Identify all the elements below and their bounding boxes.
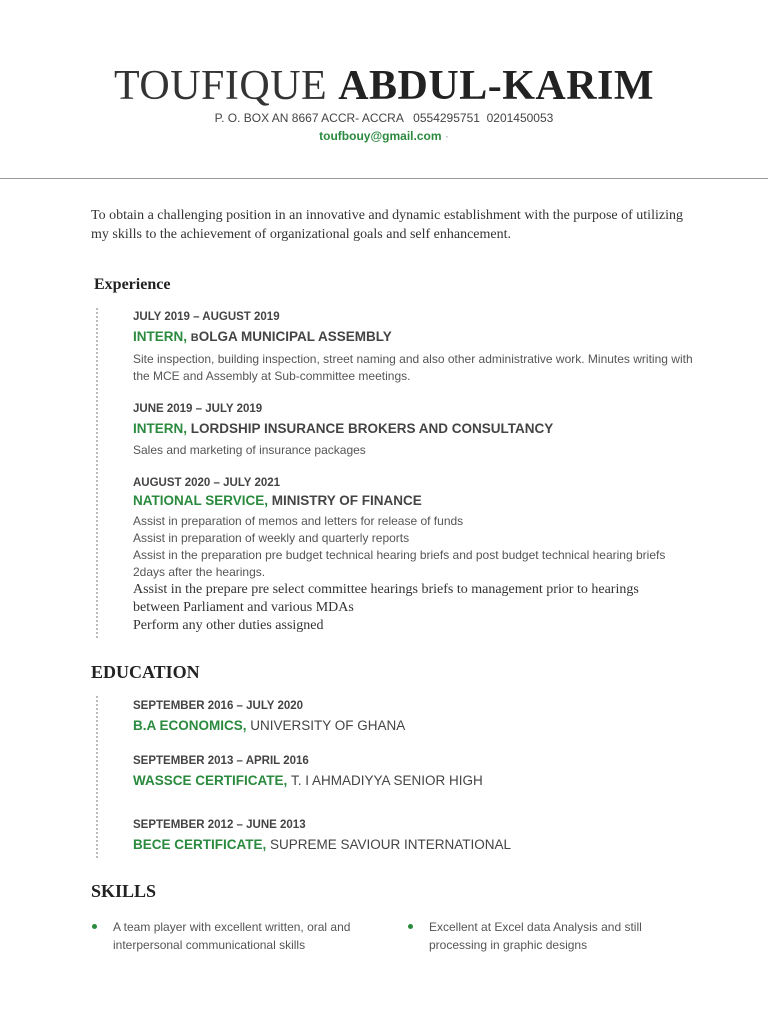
entry-date: AUGUST 2020 – JULY 2021 — [133, 477, 281, 489]
education-timeline — [96, 696, 98, 858]
candidate-name — [0, 62, 768, 110]
role-title: INTERN, — [133, 329, 191, 344]
education-entry — [133, 817, 693, 855]
entry-description: Assist in preparation of memos and letters for release of funds — [133, 514, 464, 528]
entry-description: Perform any other duties assigned — [133, 618, 324, 633]
org-name: MINISTRY OF FINANCE — [271, 493, 422, 508]
entry-date: JUNE 2019 – JULY 2019 — [133, 403, 263, 415]
header-divider — [0, 178, 768, 179]
skill-text: A team player with excellent written, oral and interpersonal communicational skills — [113, 920, 351, 952]
role-title: INTERN, — [133, 421, 191, 436]
address-phone: P. O. BOX AN 8667 ACCR- ACCRA 0554295751 0201450053 — [214, 111, 554, 125]
org-name: OLGA MUNICIPAL ASSEMBLY — [198, 329, 392, 344]
entry-role — [133, 419, 693, 439]
entry-degree — [133, 771, 693, 791]
skill-text: Excellent at Excel data Analysis and still processing in graphic designs — [429, 920, 642, 952]
experience-timeline — [96, 308, 98, 638]
education-heading: EDUCATION — [91, 662, 200, 682]
role-title: NATIONAL SERVICE, — [133, 493, 272, 508]
entry-description: Site inspection, building inspection, street naming and also other administrative work. Minutes writing with the MCE and Assembly at Sub-committee meetings. — [133, 352, 693, 383]
school-name: UNIVERSITY OF GHANA — [250, 718, 406, 733]
entry-degree — [133, 835, 693, 855]
skills-heading: SKILLS — [91, 881, 157, 901]
experience-entry — [133, 309, 693, 385]
email-link[interactable]: toufbouy@gmail.com — [319, 129, 442, 143]
entry-description: Sales and marketing of insurance packages — [133, 443, 366, 457]
entry-role — [133, 491, 693, 511]
entry-role — [133, 327, 693, 348]
degree-title: B.A ECONOMICS, — [133, 718, 251, 733]
entry-description: Assist in preparation of weekly and quarterly reports — [133, 531, 410, 545]
entry-description: Assist in the preparation pre budget technical hearing briefs and post budget technical hearing briefs 2days after the hearings. — [133, 548, 666, 579]
degree-title: WASSCE CERTIFICATE, — [133, 773, 292, 788]
skill-item — [90, 918, 373, 954]
org-name: LORDSHIP INSURANCE BROKERS AND CONSULTANCY — [190, 421, 554, 436]
entry-description: Assist in the prepare pre select committee hearings briefs to management prior to hearings between Parliament and various MDAs — [133, 582, 639, 615]
education-entry — [133, 753, 693, 791]
bullet-icon — [92, 924, 97, 929]
entry-degree — [133, 716, 693, 736]
org-initial: B — [190, 332, 199, 344]
experience-heading: Experience — [94, 276, 171, 293]
education-entry — [133, 698, 693, 736]
experience-entry — [133, 475, 693, 635]
objective-text: To obtain a challenging position in an innovative and dynamic establishment with the purpose of utilizing my skills to the achievement of organizational goals and self enhancement. — [91, 208, 683, 242]
bullet-icon — [408, 924, 413, 929]
entry-date: SEPTEMBER 2016 – JULY 2020 — [133, 700, 304, 712]
degree-title: BECE CERTIFICATE, — [133, 837, 271, 852]
school-name: T. I AHMADIYYA SENIOR HIGH — [291, 773, 483, 788]
entry-date: JULY 2019 – AUGUST 2019 — [133, 311, 280, 323]
school-name: SUPREME SAVIOUR INTERNATIONAL — [270, 837, 512, 852]
entry-date: SEPTEMBER 2012 – JUNE 2013 — [133, 819, 306, 831]
experience-entry — [133, 401, 693, 459]
last-name: ABDUL-KARIM — [338, 63, 655, 109]
entry-date: SEPTEMBER 2013 – APRIL 2016 — [133, 755, 309, 767]
first-name: TOUFIQUE — [113, 63, 328, 109]
skill-item — [406, 918, 689, 954]
email-separator: · — [444, 129, 449, 143]
contact-line — [0, 111, 768, 125]
email-line — [0, 129, 768, 143]
